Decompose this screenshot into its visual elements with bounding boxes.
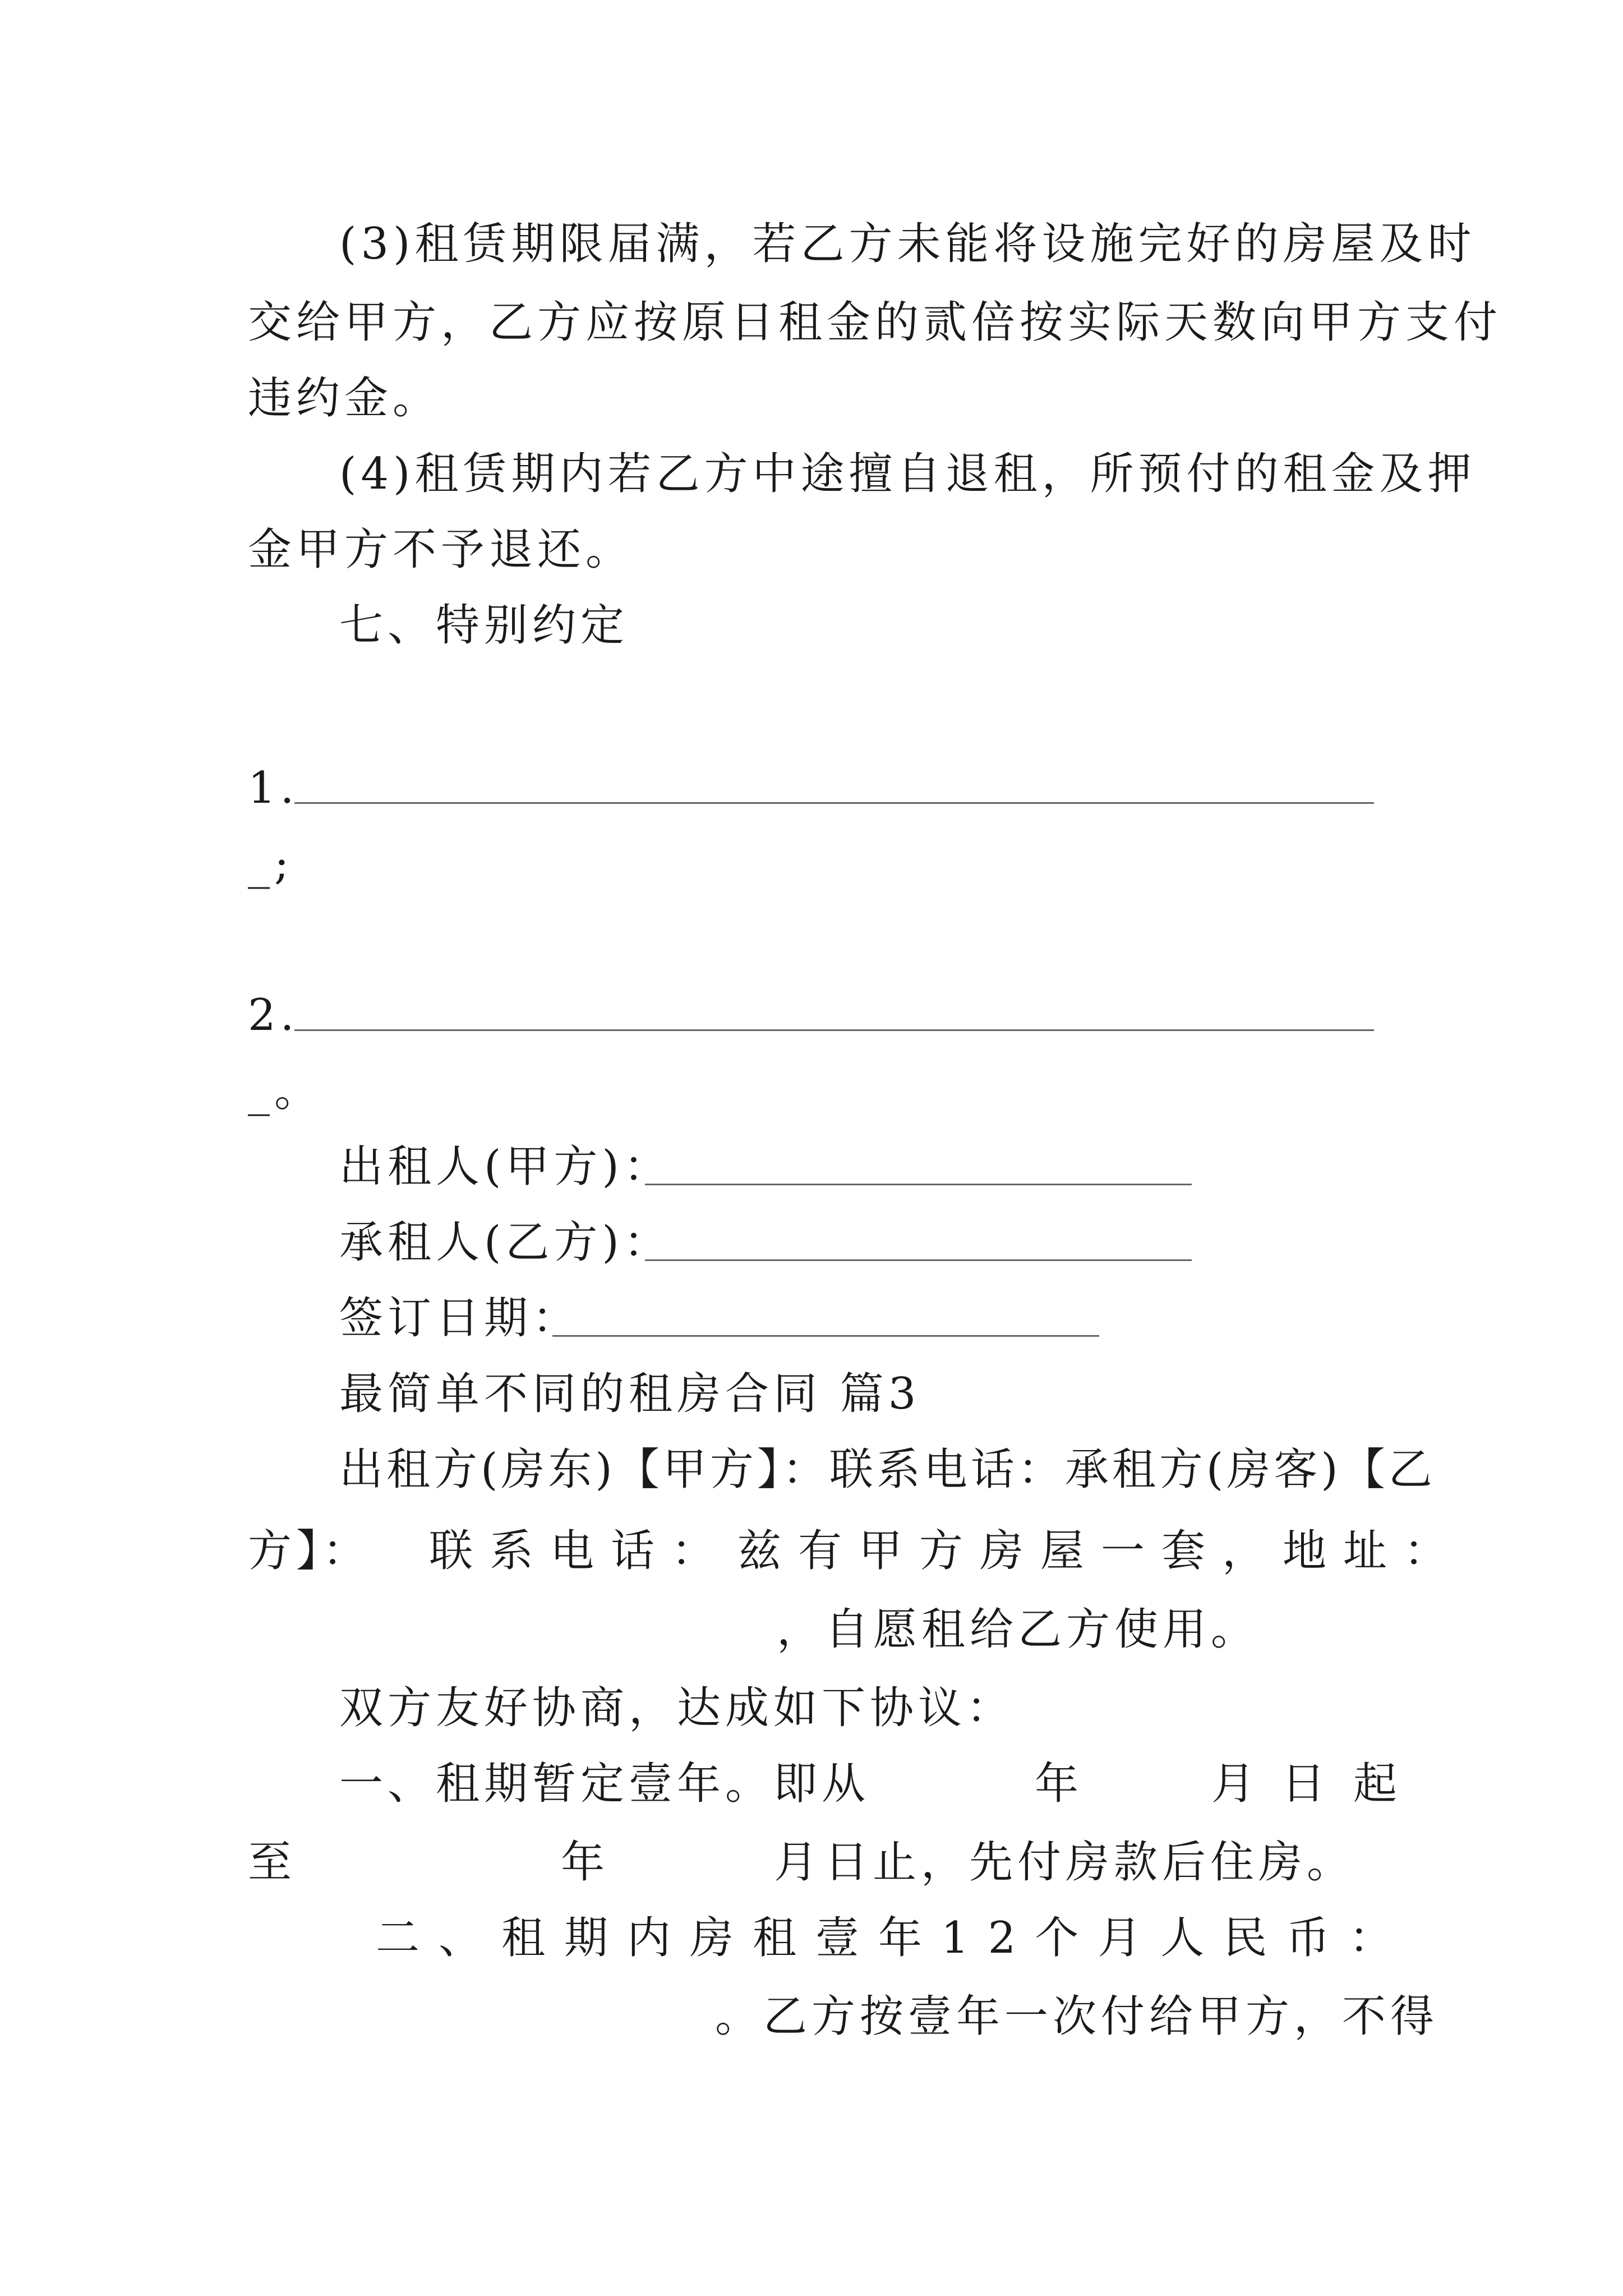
term-start-month: 月 xyxy=(1211,1759,1260,1809)
term-line-2-start: 至 xyxy=(248,1837,297,1888)
article-3-title: 最简单不同的租房合同 篇3 xyxy=(339,1369,921,1419)
rent-line-1: 二、租期内房租壹年12个月人民币： xyxy=(376,1913,1412,1963)
rent-line-2: 。乙方按壹年一次付给甲方，不得 xyxy=(715,1991,1439,2042)
lessee-signature-blank xyxy=(645,1259,1192,1261)
parties-line-1: 出租方(房东)【甲方】：联系电话：承租方(房客)【乙 xyxy=(339,1444,1436,1495)
lessor-signature-label: 出租人(甲方)： xyxy=(339,1142,672,1192)
clause-6-4-line-2: 金甲方不予退还。 xyxy=(248,524,634,575)
term-line-2-end: 日止，先付房款后住房。 xyxy=(824,1837,1355,1888)
parties-line-2-c: 兹有甲方房屋一套，地址： xyxy=(737,1526,1465,1576)
sign-date-blank xyxy=(552,1335,1099,1337)
parties-line-3: ，自愿租给乙方使用。 xyxy=(777,1604,1260,1655)
lessor-signature-blank xyxy=(645,1184,1192,1185)
term-end-year: 年 xyxy=(561,1837,610,1888)
parties-line-2-a: 方】： xyxy=(248,1526,371,1576)
clause-6-3-line-1: (3)租赁期限届满，若乙方未能将设施完好的房屋及时 xyxy=(339,219,1476,269)
section-7-heading: 七、特别约定 xyxy=(339,600,629,651)
special-term-1-tail: _; xyxy=(248,839,294,889)
agreement-intro: 双方友好协商，达成如下协议： xyxy=(339,1683,1015,1733)
special-term-1-blank xyxy=(294,802,1374,804)
clause-6-3-line-2: 交给甲方，乙方应按原日租金的贰倍按实际天数向甲方支付 xyxy=(248,297,1502,348)
special-term-2-blank xyxy=(294,1029,1374,1031)
lessee-signature-label: 承租人(乙方)： xyxy=(339,1217,672,1268)
term-end-month: 月 xyxy=(774,1837,823,1888)
clause-6-3-line-3: 违约金。 xyxy=(248,373,441,424)
special-term-1-number: 1. xyxy=(248,763,299,813)
term-start-day: 日起 xyxy=(1281,1759,1426,1809)
special-term-2-number: 2. xyxy=(248,990,299,1041)
sign-date-label: 签订日期： xyxy=(339,1293,581,1343)
term-start-year: 年 xyxy=(1035,1759,1083,1809)
parties-line-2-b: 联系电话： xyxy=(429,1526,732,1576)
clause-6-4-line-1: (4)租赁期内若乙方中途擅自退租，所预付的租金及押 xyxy=(339,449,1476,499)
special-term-2-tail: _。 xyxy=(248,1066,323,1116)
term-line-1-start: 一、租期暂定壹年。即从 xyxy=(339,1759,870,1809)
